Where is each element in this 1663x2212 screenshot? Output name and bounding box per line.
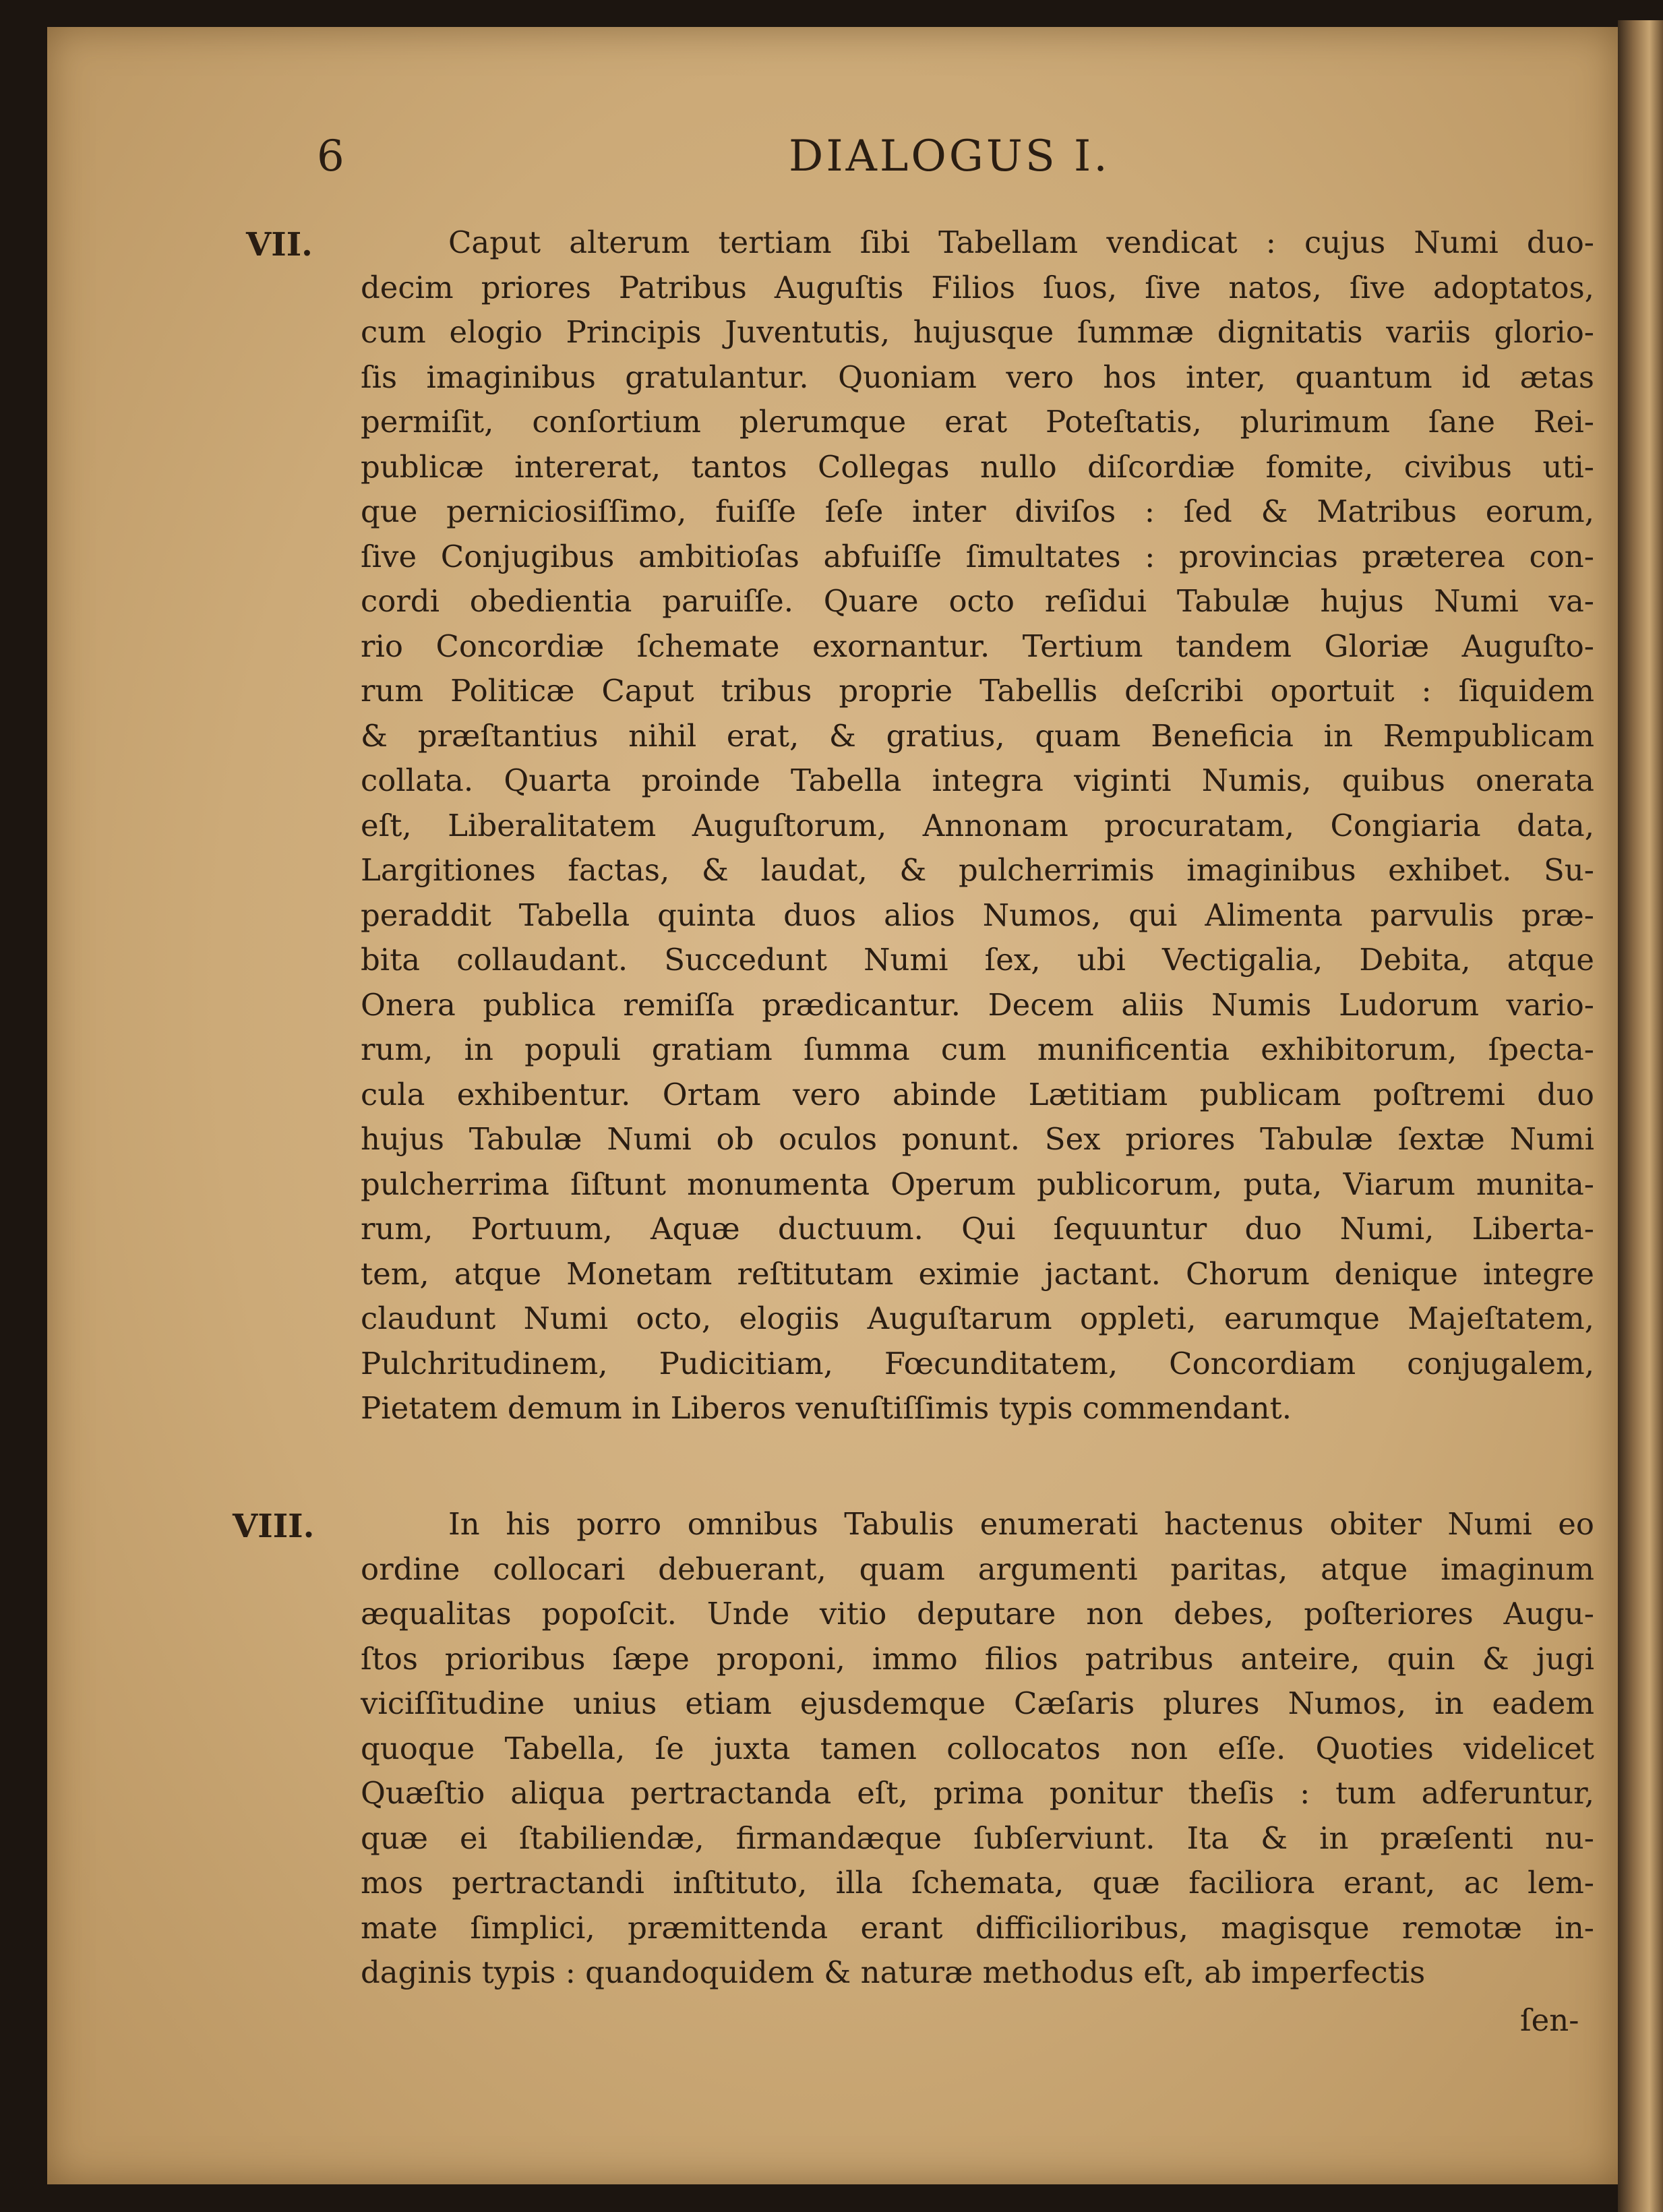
text-line: collata. Quarta proinde Tabella integra viginti Numis, quibus onerata [361,763,1594,798]
text-line: Onera publica remiſſa prædicantur. Decem aliis Numis Ludorum vario- [361,986,1594,1023]
text-line: claudunt Numi octo, elogiis Auguſtarum oppleti, earumque Majeſtatem, [361,1301,1594,1336]
text-line: In his porro omnibus Tabulis enumerati hactenus obiter Numi eo [448,1506,1594,1542]
text-line: Caput alterum tertiam ſibi Tabellam vendicat : cujus Numi duo- [448,225,1594,260]
paragraph-viii [361,1502,1594,1996]
text-line: eſt, Liberalitatem Auguſtorum, Annonam procuratam, Congiaria data, [361,807,1594,843]
text-line: publicæ intererat, tantos Collegas nullo diſcordiæ fomite, civibus uti- [361,448,1594,485]
text-line: Pietatem demum in Liberos venuſtiſſimis typis commendant. [361,1390,1292,1426]
text-line: ordine collocari debuerant, quam argumenti paritas, atque imaginum [361,1551,1594,1587]
text-line: daginis typis : quandoquidem & naturæ methodus eſt, ab imperfectis [361,1954,1426,1990]
text-line: bita collaudant. Succedunt Numi ſex, ubi Vectigalia, Debita, atque [361,942,1594,978]
running-head: DIALOGUS I. [789,131,1110,181]
catchword: ſen- [1520,2002,1579,2038]
page-number: 6 [317,131,344,181]
text-line: quoque Tabella, ſe juxta tamen collocatos non eſſe. Quoties videlicet [361,1730,1594,1766]
text-line: æqualitas popoſcit. Unde vitio deputare non debes, poſteriores Augu- [361,1596,1594,1632]
text-line: Pulchritudinem, Pudicitiam, Fœcunditatem, Concordiam conjugalem, [361,1345,1594,1381]
text-line: mate ſimplici, præmittenda erant difficilioribus, magisque remotæ in- [361,1909,1594,1946]
text-line: Quæſtio aliqua pertractanda eſt, prima ponitur theſis : tum adferuntur, [361,1775,1594,1811]
text-line: mos pertractandi inſtituto, illa ſchemata, quæ faciliora erant, ac lem- [361,1865,1594,1901]
text-line: tem, atque Monetam reſtitutam eximie jactant. Chorum denique integre [361,1255,1594,1292]
text-line: ſive Conjugibus ambitioſas abfuiſſe ſimultates : provincias præterea con- [361,538,1594,574]
text-line: Largitiones factas, & laudat, & pulcherrimis imaginibus exhibet. Su- [361,852,1594,888]
text-line: decim priores Patribus Auguſtis Filios ſuos, ſive natos, ſive adoptatos, [361,269,1594,305]
text-line: hujus Tabulæ Numi ob oculos ponunt. Sex priores Tabulæ ſextæ Numi [361,1121,1594,1157]
text-line: viciſſitudine unius etiam ejusdemque Cæſaris plures Numos, in eadem [361,1685,1594,1721]
text-line: permiſit, conſortium plerumque erat Poteſtatis, plurimum ſane Rei- [361,404,1594,440]
text-line: peraddit Tabella quinta duos alios Numos, qui Alimenta parvulis præ- [361,897,1594,933]
section-number-vii: VII. [246,226,313,264]
text-line: cum elogio Principis Juventutis, hujusque ſummæ dignitatis variis glorio- [361,314,1594,350]
text-line: rum, in populi gratiam ſumma cum munificentia exhibitorum, ſpecta- [361,1032,1594,1067]
section-number-viii: VIII. [233,1507,315,1545]
text-line: ſis imaginibus gratulantur. Quoniam vero hos inter, quantum id ætas [361,359,1594,395]
text-line: cordi obedientia paruiſſe. Quare octo reſidui Tabulæ hujus Numi va- [361,583,1594,619]
text-line: rum Politicæ Caput tribus proprie Tabellis deſcribi oportuit : ſiquidem [361,673,1594,709]
text-line: & præſtantius nihil erat, & gratius, quam Beneficia in Rempublicam [361,717,1594,754]
text-line: rio Concordiæ ſchemate exornantur. Tertium tandem Gloriæ Auguſto- [361,628,1594,664]
next-page-edge [1618,20,1663,2212]
text-line: que perniciosiſſimo, fuiſſe ſeſe inter diviſos : ſed & Matribus eorum, [361,494,1594,529]
text-line: cula exhibentur. Ortam vero abinde Lætitiam publicam poſtremi duo [361,1076,1594,1112]
text-line: pulcherrima ſiſtunt monumenta Operum publicorum, puta, Viarum munita- [361,1166,1594,1202]
text-line: ſtos prioribus ſæpe proponi, immo filios patribus anteire, quin & jugi [361,1640,1594,1677]
paragraph-vii [361,220,1594,1431]
text-line: rum, Portuum, Aquæ ductuum. Qui ſequuntur duo Numi, Liberta- [361,1211,1594,1247]
text-line: quæ ei ſtabiliendæ, firmandæque ſubſerviunt. Ita & in præſenti nu- [361,1820,1594,1856]
